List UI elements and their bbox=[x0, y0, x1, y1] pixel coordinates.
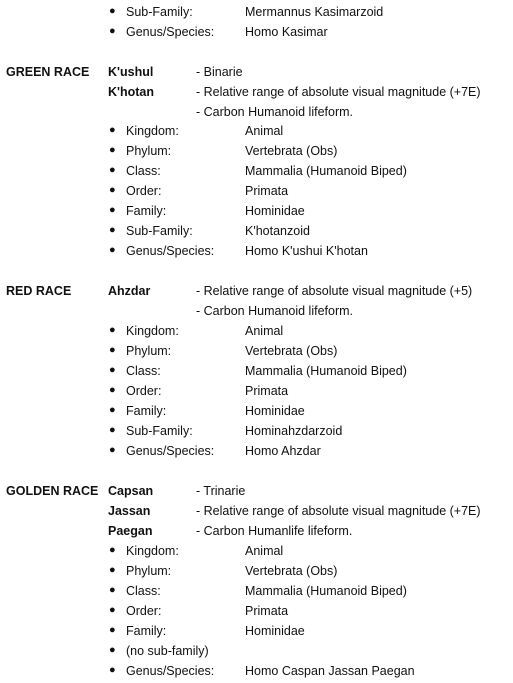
race-title: GOLDEN RACE bbox=[6, 484, 99, 498]
taxonomy-value: Homo Kasimar bbox=[245, 25, 328, 39]
race-header-line bbox=[0, 305, 513, 320]
taxonomy-key: Sub-Family: bbox=[126, 424, 193, 438]
race-description: - Relative range of absolute visual magnitude (+7E) bbox=[196, 504, 481, 518]
taxonomy-key: Kingdom: bbox=[126, 544, 179, 558]
list-item bbox=[0, 145, 513, 160]
list-item bbox=[0, 325, 513, 340]
race-description: - Carbon Humanoid lifeform. bbox=[196, 105, 354, 119]
taxonomy-value: Hominahzdarzoid bbox=[245, 424, 343, 438]
taxonomy-value: Homo K'ushui K'hotan bbox=[245, 244, 368, 258]
list-item bbox=[0, 565, 513, 580]
taxonomy-key: Family: bbox=[126, 404, 167, 418]
taxonomy-key: Class: bbox=[126, 364, 161, 378]
list-item bbox=[0, 245, 513, 260]
taxonomy-value: Mermannus Kasimarzoid bbox=[245, 5, 384, 19]
taxonomy-key: Kingdom: bbox=[126, 324, 179, 338]
taxonomy-key: Sub-Family: bbox=[126, 224, 193, 238]
list-item bbox=[0, 165, 513, 180]
taxonomy-key: Genus/Species: bbox=[126, 664, 215, 678]
bullet-icon: ● bbox=[109, 644, 116, 656]
list-item bbox=[0, 225, 513, 240]
bullet-icon: ● bbox=[109, 164, 116, 176]
taxonomy-value: Homo Caspan Jassan Paegan bbox=[245, 664, 415, 678]
list-item bbox=[0, 405, 513, 420]
bullet-icon: ● bbox=[109, 624, 116, 636]
bullet-icon: ● bbox=[109, 5, 116, 17]
bullet-icon: ● bbox=[109, 204, 116, 216]
race-title: RED RACE bbox=[6, 284, 72, 298]
taxonomy-value: Primata bbox=[245, 604, 289, 618]
list-item bbox=[0, 26, 513, 41]
race-description: - Relative range of absolute visual magnitude (+5) bbox=[196, 284, 473, 298]
race-header-line bbox=[0, 106, 513, 121]
race-header-line bbox=[0, 525, 513, 540]
list-item bbox=[0, 625, 513, 640]
taxonomy-value: Vertebrata (Obs) bbox=[245, 344, 338, 358]
taxonomy-key: Order: bbox=[126, 384, 162, 398]
taxonomy-key: Class: bbox=[126, 164, 161, 178]
list-item bbox=[0, 6, 513, 21]
taxonomy-value: Hominidae bbox=[245, 404, 305, 418]
taxonomy-value: Animal bbox=[245, 544, 284, 558]
taxonomy-value: Hominidae bbox=[245, 624, 305, 638]
bullet-icon: ● bbox=[109, 444, 116, 456]
bullet-icon: ● bbox=[109, 244, 116, 256]
bullet-icon: ● bbox=[109, 604, 116, 616]
taxonomy-key: Genus/Species: bbox=[126, 444, 215, 458]
taxonomy-key: Phylum: bbox=[126, 344, 172, 358]
bullet-icon: ● bbox=[109, 384, 116, 396]
race-description: - Carbon Humanlife lifeform. bbox=[196, 524, 353, 538]
taxonomy-value: Animal bbox=[245, 124, 284, 138]
race-name: Capsan bbox=[108, 484, 154, 498]
taxonomy-key: Genus/Species: bbox=[126, 244, 215, 258]
list-item bbox=[0, 125, 513, 140]
taxonomy-value: Mammalia (Humanoid Biped) bbox=[245, 364, 407, 378]
bullet-icon: ● bbox=[109, 664, 116, 676]
list-item bbox=[0, 445, 513, 460]
bullet-icon: ● bbox=[109, 324, 116, 336]
race-name: K'ushul bbox=[108, 65, 154, 79]
bullet-icon: ● bbox=[109, 404, 116, 416]
taxonomy-key: Sub-Family: bbox=[126, 5, 193, 19]
taxonomy-value: Mammalia (Humanoid Biped) bbox=[245, 584, 407, 598]
bullet-icon: ● bbox=[109, 25, 116, 37]
list-item bbox=[0, 425, 513, 440]
bullet-icon: ● bbox=[109, 544, 116, 556]
bullet-icon: ● bbox=[109, 224, 116, 236]
taxonomy-key: Class: bbox=[126, 584, 161, 598]
taxonomy-value: Vertebrata (Obs) bbox=[245, 564, 338, 578]
taxonomy-value: Vertebrata (Obs) bbox=[245, 144, 338, 158]
race-title: GREEN RACE bbox=[6, 65, 90, 79]
list-item bbox=[0, 645, 513, 660]
taxonomy-value: Primata bbox=[245, 184, 289, 198]
bullet-icon: ● bbox=[109, 424, 116, 436]
taxonomy-key: Family: bbox=[126, 204, 167, 218]
list-item bbox=[0, 605, 513, 620]
bullet-icon: ● bbox=[109, 584, 116, 596]
taxonomy-value: Homo Ahzdar bbox=[245, 444, 321, 458]
taxonomy-key: Family: bbox=[126, 624, 167, 638]
race-name: Jassan bbox=[108, 504, 151, 518]
taxonomy-value: Animal bbox=[245, 324, 284, 338]
race-name: Ahzdar bbox=[108, 284, 151, 298]
taxonomy-value: Hominidae bbox=[245, 204, 305, 218]
taxonomy-value: K'hotanzoid bbox=[245, 224, 310, 238]
taxonomy-key: Order: bbox=[126, 604, 162, 618]
race-header-line bbox=[0, 86, 513, 101]
bullet-icon: ● bbox=[109, 184, 116, 196]
race-header-line bbox=[0, 505, 513, 520]
race-header-line bbox=[0, 285, 513, 300]
bullet-icon: ● bbox=[109, 344, 116, 356]
race-description: - Binarie bbox=[196, 65, 243, 79]
race-description: - Relative range of absolute visual magnitude (+7E) bbox=[196, 85, 481, 99]
race-header-line bbox=[0, 66, 513, 81]
taxonomy-key: Kingdom: bbox=[126, 124, 179, 138]
list-item bbox=[0, 385, 513, 400]
bullet-icon: ● bbox=[109, 364, 116, 376]
taxonomy-key: Order: bbox=[126, 184, 162, 198]
list-item bbox=[0, 205, 513, 220]
taxonomy-key: (no sub-family) bbox=[126, 644, 209, 658]
list-item bbox=[0, 345, 513, 360]
taxonomy-value: Mammalia (Humanoid Biped) bbox=[245, 164, 407, 178]
bullet-icon: ● bbox=[109, 124, 116, 136]
taxonomy-value: Primata bbox=[245, 384, 289, 398]
list-item bbox=[0, 585, 513, 600]
bullet-icon: ● bbox=[109, 564, 116, 576]
taxonomy-key: Genus/Species: bbox=[126, 25, 215, 39]
list-item bbox=[0, 545, 513, 560]
race-description: - Carbon Humanoid lifeform. bbox=[196, 304, 354, 318]
list-item bbox=[0, 665, 513, 680]
bullet-icon: ● bbox=[109, 144, 116, 156]
list-item bbox=[0, 365, 513, 380]
race-header-line bbox=[0, 485, 513, 500]
race-name: Paegan bbox=[108, 524, 153, 538]
list-item bbox=[0, 185, 513, 200]
race-description: - Trinarie bbox=[196, 484, 246, 498]
taxonomy-key: Phylum: bbox=[126, 144, 172, 158]
race-name: K'hotan bbox=[108, 85, 155, 99]
taxonomy-key: Phylum: bbox=[126, 564, 172, 578]
